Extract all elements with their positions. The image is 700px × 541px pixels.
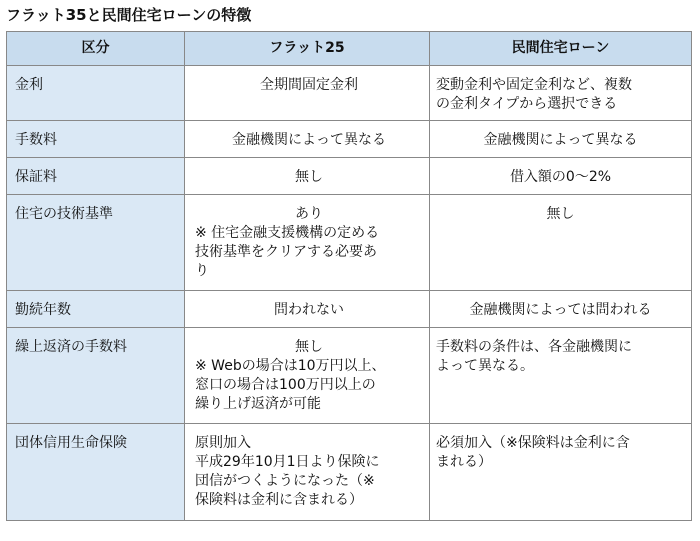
private-main: 金融機関によっては問われる bbox=[469, 302, 652, 318]
table-header-row bbox=[7, 32, 692, 66]
flat-main: 金融機関によって異なる bbox=[232, 132, 386, 148]
private-cell: 必須加入（※保険料は金利に含 まれる） bbox=[430, 424, 692, 521]
header-flat25: フラット25 bbox=[185, 32, 430, 66]
row-category: 団体信用生命保険 bbox=[7, 424, 185, 521]
table-row bbox=[7, 158, 692, 195]
table-row bbox=[7, 291, 692, 328]
private-cell bbox=[430, 121, 692, 158]
table-row bbox=[7, 195, 692, 291]
flat-cell bbox=[185, 158, 430, 195]
table-row bbox=[7, 66, 692, 121]
comparison-table bbox=[6, 31, 692, 521]
row-category: 金利 bbox=[7, 66, 185, 121]
header-category: 区分 bbox=[7, 32, 185, 66]
private-main: 無し bbox=[546, 206, 575, 222]
flat-cell bbox=[185, 328, 430, 424]
row-category: 勤続年数 bbox=[7, 291, 185, 328]
private-cell: 手数料の条件は、各金融機関に よって異なる。 bbox=[430, 328, 692, 424]
table-row bbox=[7, 328, 692, 424]
row-category: 手数料 bbox=[7, 121, 185, 158]
table-row bbox=[7, 121, 692, 158]
table-row bbox=[7, 424, 692, 521]
flat-cell bbox=[185, 121, 430, 158]
flat-note: ※ Webの場合は10万円以上、 窓口の場合は100万円以上の 繰り上げ返済が可能 bbox=[195, 358, 386, 412]
row-category: 保証料 bbox=[7, 158, 185, 195]
page-title: フラット35と民間住宅ローンの特徴 bbox=[6, 6, 252, 24]
flat-main: 問われない bbox=[274, 302, 344, 318]
flat-main: あり bbox=[295, 206, 323, 222]
private-cell: 変動金利や固定金利など、複数 の金利タイプから選択できる bbox=[430, 66, 692, 121]
row-category: 住宅の技術基準 bbox=[7, 195, 185, 291]
flat-main: 無し bbox=[295, 169, 323, 185]
private-cell bbox=[430, 158, 692, 195]
flat-note: ※ 住宅金融支援機構の定める 技術基準をクリアする必要あ り bbox=[195, 225, 380, 279]
flat-cell bbox=[185, 66, 430, 121]
private-cell bbox=[430, 195, 692, 291]
private-cell bbox=[430, 291, 692, 328]
row-category: 繰上返済の手数料 bbox=[7, 328, 185, 424]
flat-main: 全期間固定金利 bbox=[260, 77, 358, 93]
private-main: 金融機関によって異なる bbox=[483, 132, 638, 148]
flat-cell: 原則加入 平成29年10月1日より保険に 団信がつくようになった（※ 保険料は金利に含まれる） bbox=[185, 424, 430, 521]
flat-main: 無し bbox=[295, 339, 323, 355]
header-private-loan: 民間住宅ローン bbox=[430, 32, 692, 66]
flat-cell bbox=[185, 195, 430, 291]
flat-cell bbox=[185, 291, 430, 328]
private-main: 借入額の0〜2% bbox=[509, 169, 612, 185]
